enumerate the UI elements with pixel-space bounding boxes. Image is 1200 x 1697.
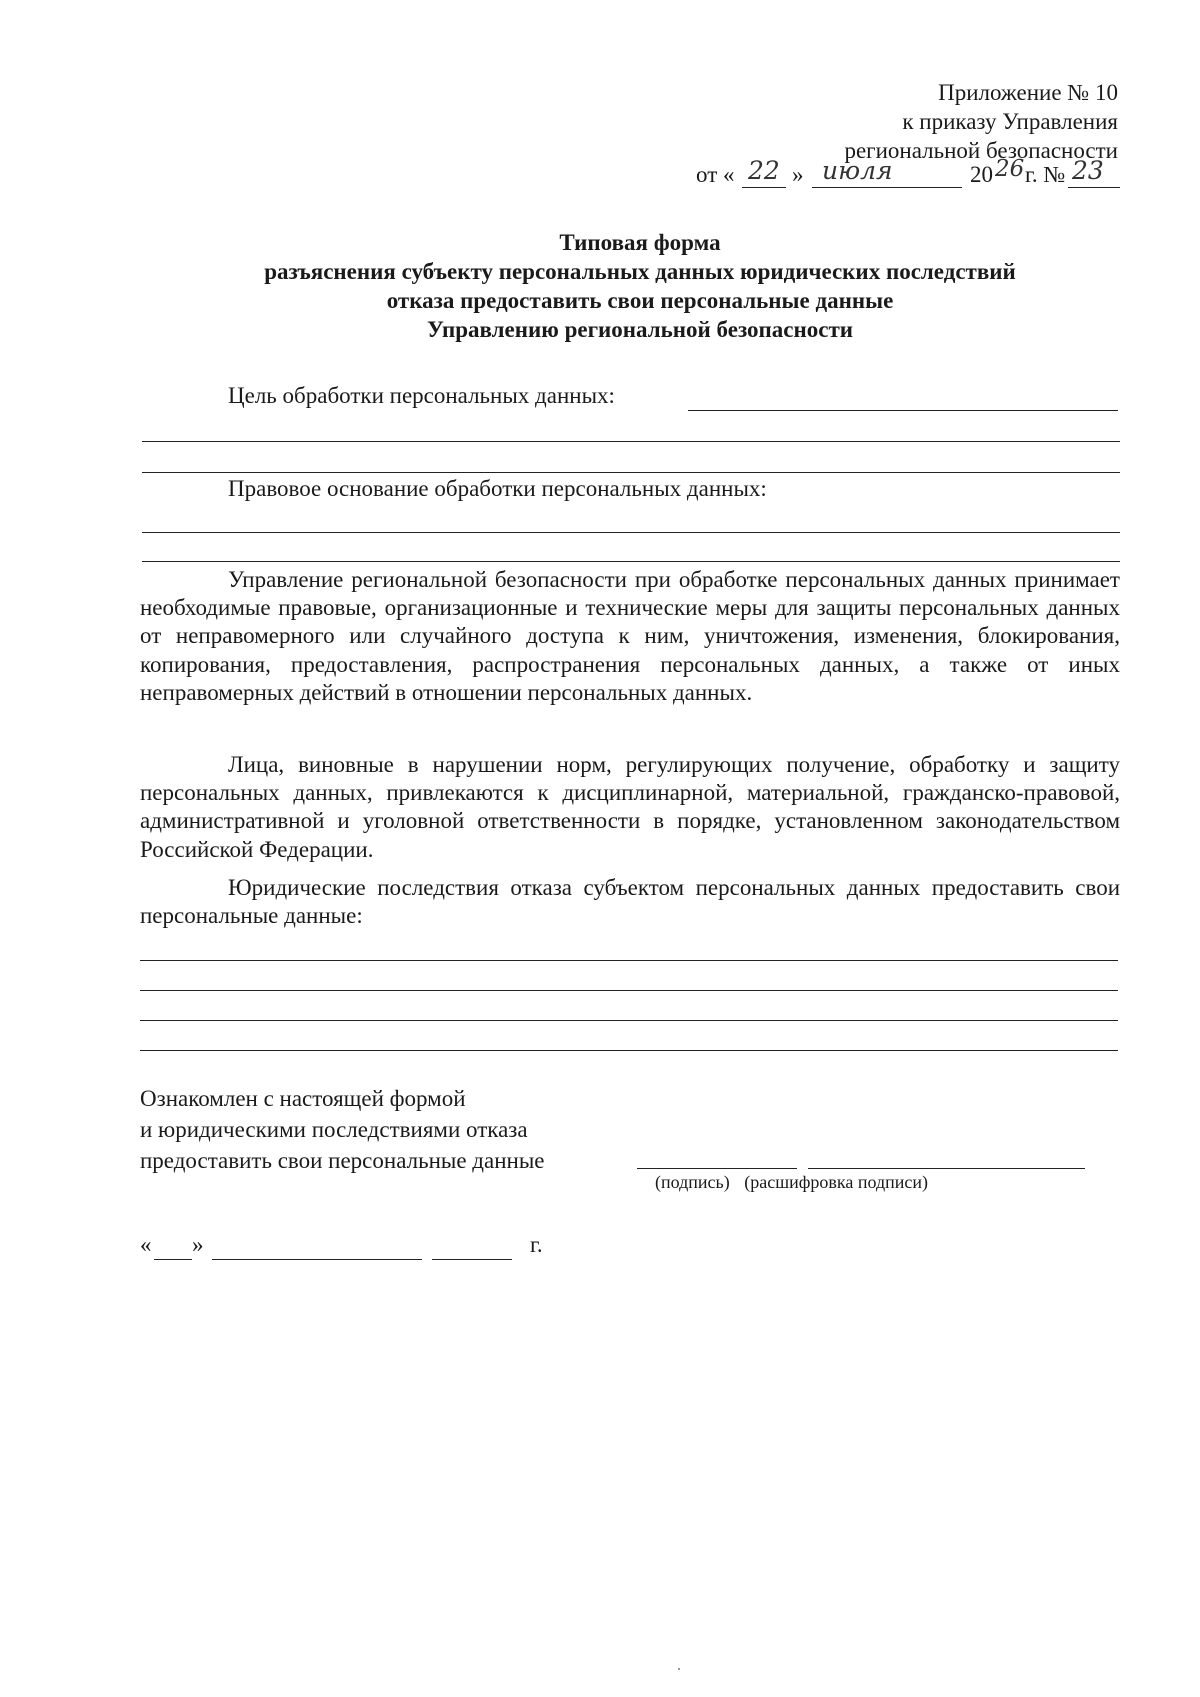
year-number-label: г. № (1025, 162, 1066, 187)
bottom-date-year-suffix: г. (530, 1232, 543, 1257)
date-prefix: от « (696, 162, 735, 187)
document-title (140, 228, 1140, 344)
title-line-4: Управлению региональной безопасности (426, 317, 854, 342)
appendix-order-ref: к приказу Управления (902, 109, 1118, 134)
appendix-number: Приложение № 10 (938, 80, 1118, 105)
title-line-1: Типовая форма (559, 230, 721, 255)
scan-dot (678, 1668, 680, 1670)
acknowledgement-block (140, 1083, 545, 1176)
appendix-header (658, 78, 1118, 165)
bottom-year-line[interactable] (432, 1259, 512, 1260)
signature-captions (655, 1172, 938, 1193)
purpose-input-line-2[interactable] (142, 441, 1120, 442)
ack-line-2: и юридическими последствиями отказа (140, 1117, 528, 1142)
paragraph-liability: Лица, виновные в нарушении норм, регулирующих получение, обработку и защиту персональных данных, привлекаются к дисциплинарной, материальной, гражданско-правовой, административной и уголовной ответственности в порядке, установленном законодательством Российской Федерации. (140, 752, 1120, 862)
handwritten-year: 26 (995, 156, 1025, 182)
ack-line-3: предоставить свои персональные данные (140, 1148, 545, 1173)
handwritten-month: июля (822, 156, 893, 185)
consequences-input-line-3[interactable] (140, 1020, 1118, 1021)
signature-caption: (подпись) (655, 1172, 730, 1192)
number-underline (1068, 187, 1120, 188)
month-underline (812, 187, 962, 188)
title-line-3: отказа предоставить свои персональные данные (386, 288, 894, 313)
day-underline (742, 187, 786, 188)
bottom-month-line[interactable] (212, 1259, 422, 1260)
purpose-input-line-3[interactable] (142, 472, 1120, 473)
day-close-quote: » (792, 162, 804, 187)
order-date-line (696, 158, 1120, 190)
year-prefix: 20 (970, 162, 993, 187)
bottom-date-line (140, 1232, 560, 1262)
legal-basis-input-line-2[interactable] (142, 561, 1120, 562)
signature-line[interactable] (637, 1168, 797, 1169)
bottom-day-line[interactable] (154, 1259, 192, 1260)
signature-decode-line[interactable] (808, 1168, 1085, 1169)
handwritten-day: 22 (748, 156, 780, 185)
consequences-input-line-1[interactable] (140, 960, 1118, 961)
handwritten-number: 23 (1072, 156, 1104, 185)
appendix-department: региональной безопасности (844, 138, 1118, 163)
legal-basis-label: Правовое основание обработки персональных данных: (228, 476, 767, 501)
signature-decode-caption: (расшифровка подписи) (744, 1172, 928, 1192)
title-line-2: разъяснения субъекту персональных данных юридических последствий (264, 259, 1016, 284)
purpose-input-line-1[interactable] (688, 410, 1118, 411)
consequences-input-line-4[interactable] (140, 1050, 1118, 1051)
ack-line-1: Ознакомлен с настоящей формой (140, 1086, 466, 1111)
paragraph-consequences: Юридические последствия отказа субъектом персональных данных предоставить свои персональные данные: (140, 875, 1120, 929)
bottom-date-open-quote: « (140, 1232, 152, 1257)
legal-basis-input-line-1[interactable] (142, 532, 1120, 533)
bottom-date-close-quote: » (192, 1232, 204, 1257)
consequences-input-line-2[interactable] (140, 990, 1118, 991)
purpose-label: Цель обработки персональных данных: (228, 383, 615, 408)
paragraph-protection-measures: Управление региональной безопасности при обработке персональных данных принимает необходимые правовые, организационные и технические меры для защиты персональных данных от неправомерного или случайного доступа к ним, уничтожения, изменения, блокирования, копирования, предоставления, распространения персональных данных, а также от иных неправомерных действий в отношении персональных данных. (140, 567, 1120, 705)
